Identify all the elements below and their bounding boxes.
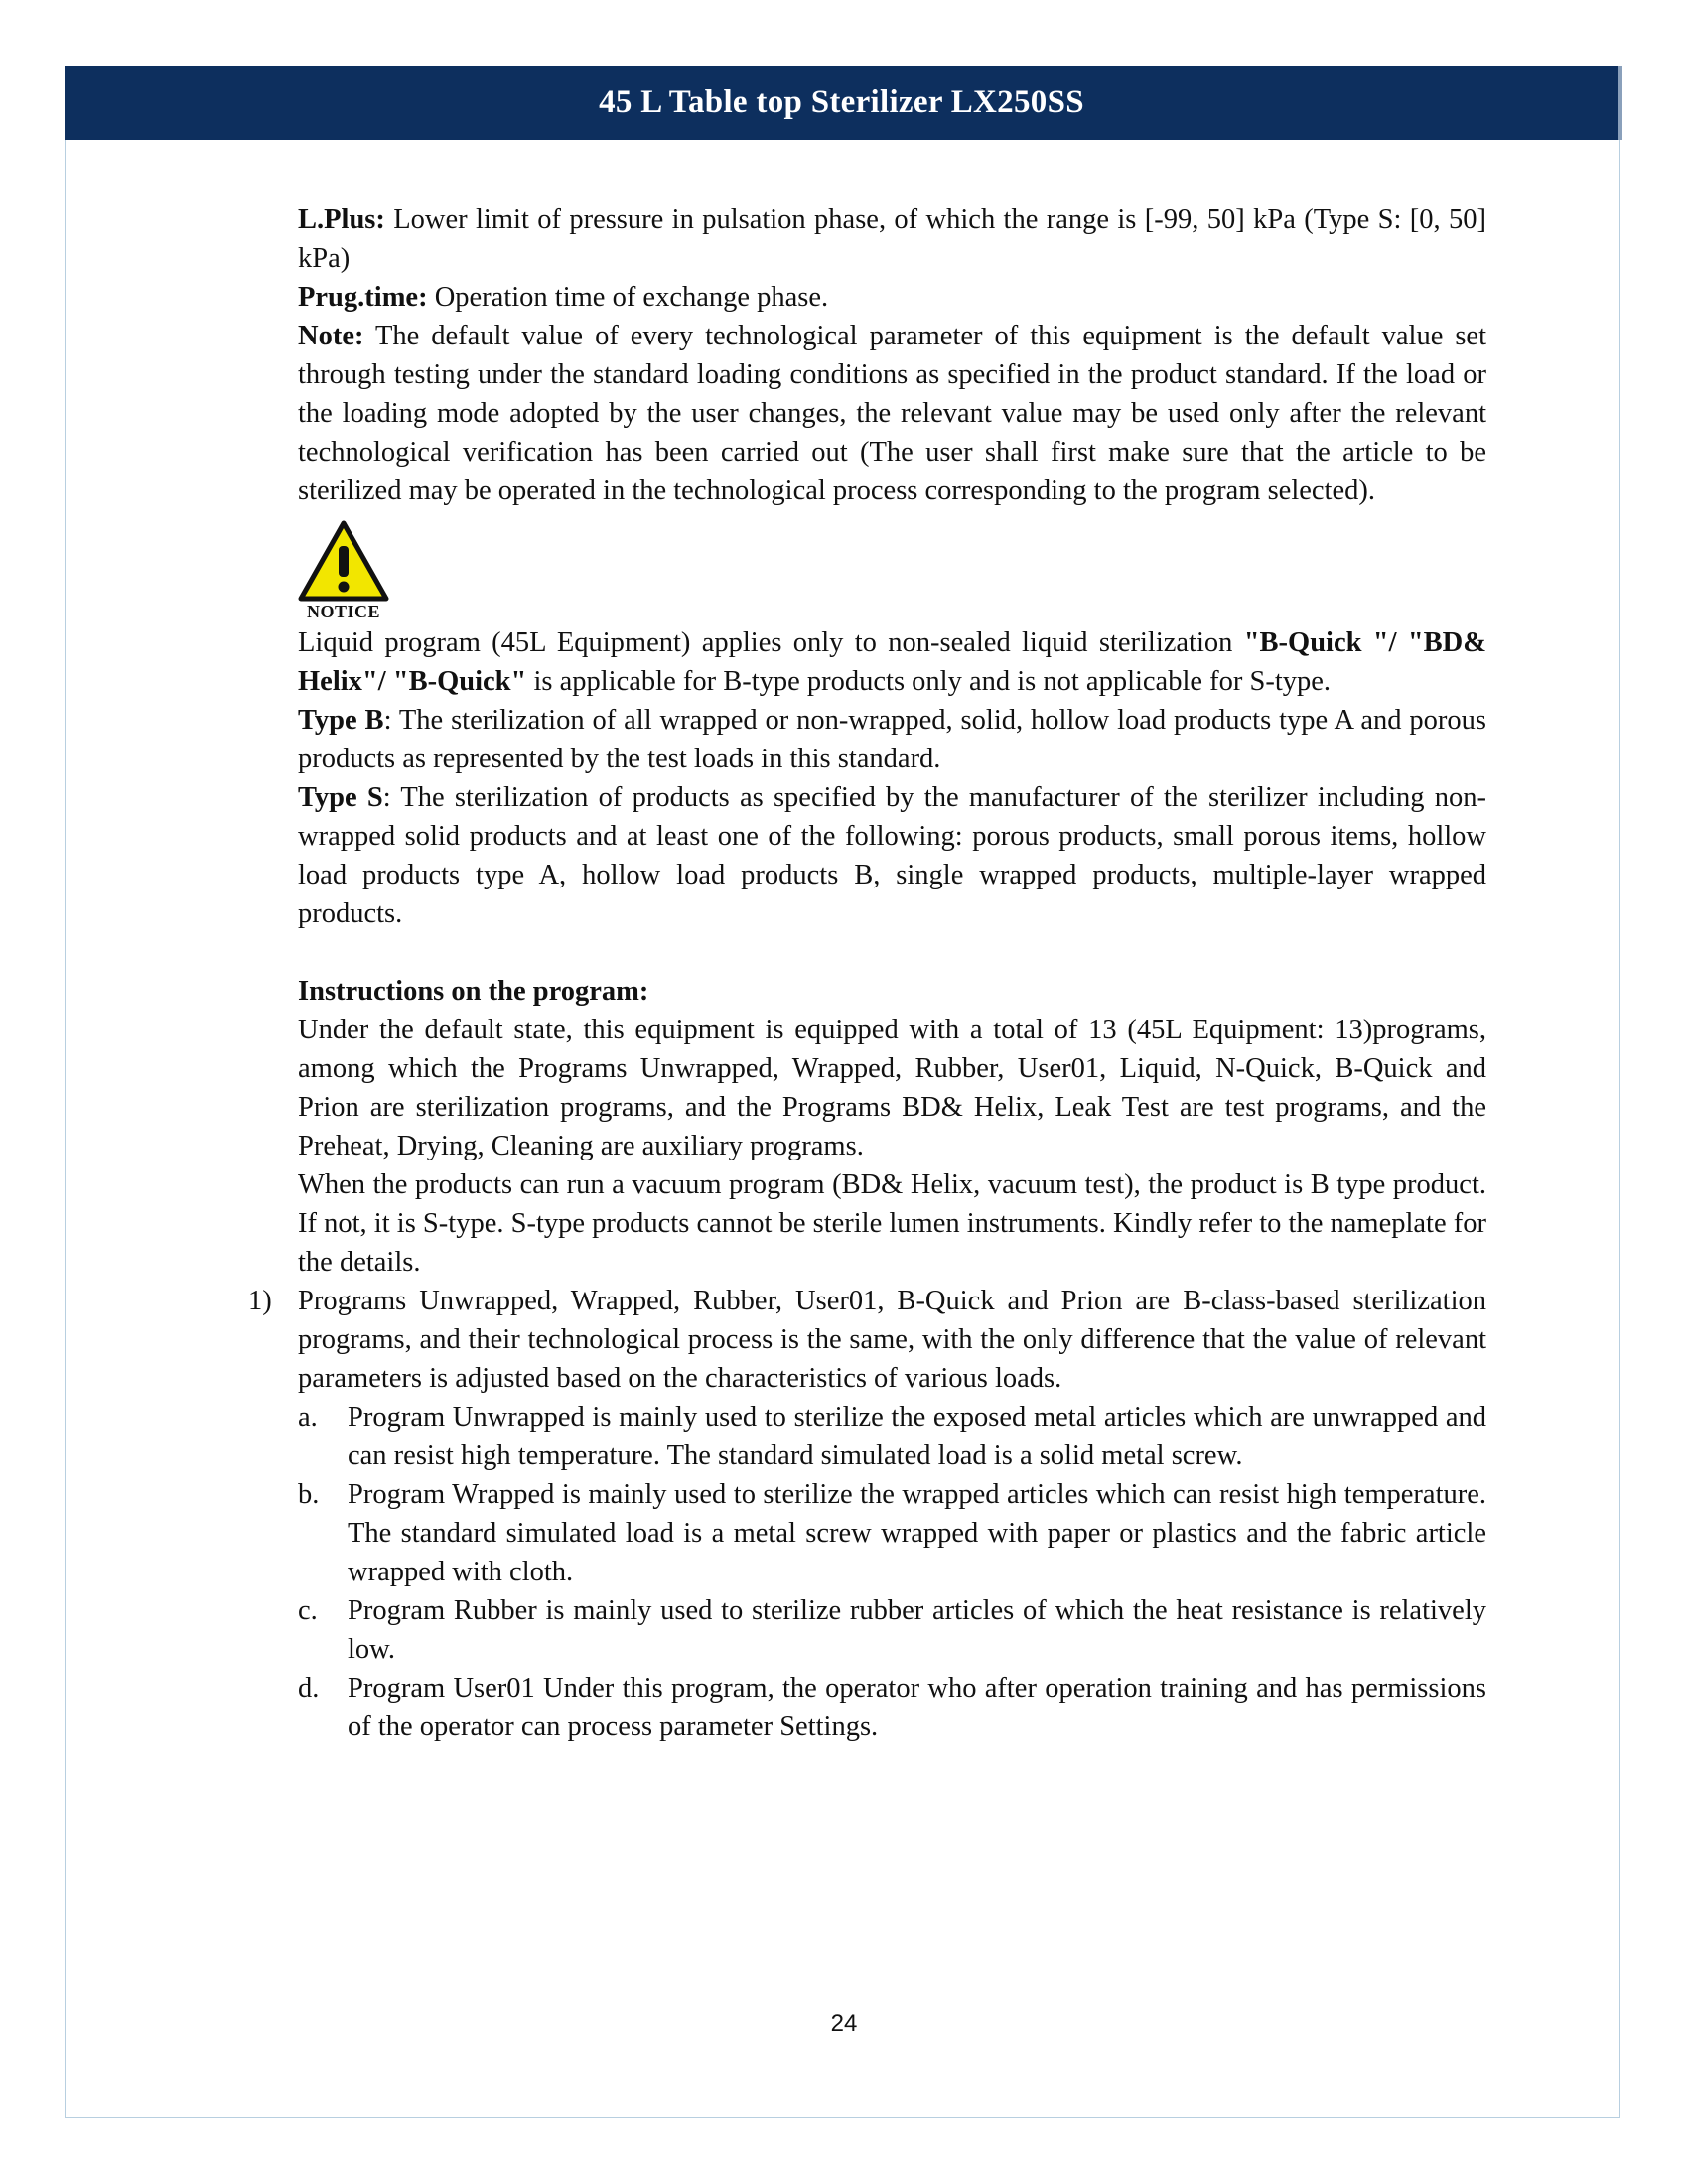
instructions-paragraph-1: Under the default state, this equipment is equipped with a total of 13 (45L Equipment: 13)programs, among which the Programs Unwrapped, Wrapped, Rubber, User01, Liquid, N-Quick, B-Quick and Prion are sterilization programs, and the Programs BD& Helix, Leak Test are test programs, and the Preheat, Drying, Cleaning are auxiliary programs.: [298, 1015, 1486, 1161]
sub-list-marker: b.: [298, 1479, 320, 1510]
prug-text: Operation time of exchange phase.: [427, 282, 829, 313]
notice-label: NOTICE: [306, 602, 380, 621]
sub-list-item: [298, 1475, 1486, 1591]
note-paragraph: [298, 317, 1486, 510]
prug-paragraph: [298, 278, 1486, 317]
notice-text-2: is applicable for B-type products only and is not applicable for S-type.: [526, 666, 1332, 697]
lplus-label: L.Plus:: [298, 205, 385, 235]
type-s-paragraph: [298, 778, 1486, 933]
sub-list-marker: a.: [298, 1402, 318, 1433]
sub-list-marker: c.: [298, 1595, 318, 1626]
sub-list-marker: d.: [298, 1673, 320, 1704]
page-number: 24: [830, 2010, 858, 2037]
notice-paragraph: [298, 623, 1486, 701]
notice-bold-programs: "B-Quick "/ "BD& Helix"/ "B-Quick": [298, 627, 1486, 697]
type-s-text: : The sterilization of products as specified by the manufacturer of the sterilizer including non-wrapped solid products and at least one of the following: porous products, small porous items, hollow load products type A, hollow load products B, single wrapped products, multiple-layer wrapped products.: [298, 782, 1487, 929]
notice-block: [298, 520, 389, 621]
type-b-label: Type B: [298, 705, 384, 736]
list-item-text: Programs Unwrapped, Wrapped, Rubber, User01, B-Quick and Prion are B-class-based sterilization programs, and their technological process is the same, with the only difference that the value of relevant parameters is adjusted based on the characteristics of various loads.: [298, 1286, 1486, 1394]
prug-label: Prug.time:: [298, 282, 428, 313]
note-label: Note:: [298, 321, 364, 351]
type-b-paragraph: [298, 701, 1486, 778]
lplus-paragraph: [298, 201, 1486, 278]
sub-list-text: Program User01 Under this program, the operator who after operation training and has permissions of the operator can process parameter Settings.: [348, 1673, 1486, 1742]
sub-list-item: [298, 1398, 1486, 1475]
sub-list-text: Program Wrapped is mainly used to sterilize the wrapped articles which can resist high temperature. The standard simulated load is a metal screw wrapped with paper or plastics and the fabric article wrapped with cloth.: [348, 1479, 1486, 1587]
instructions-paragraph-2: When the products can run a vacuum program (BD& Helix, vacuum test), the product is B type product. If not, it is S-type. S-type products cannot be sterile lumen instruments. Kindly refer to the nameplate for the details.: [298, 1169, 1486, 1278]
sub-list-item: [298, 1591, 1486, 1669]
list-marker: 1): [248, 1286, 272, 1316]
main-content: [248, 201, 1487, 1746]
warning-triangle-icon: [298, 520, 389, 602]
list-item: [248, 1282, 1486, 1398]
page-header: [65, 66, 1622, 140]
instructions-heading: Instructions on the program:: [298, 976, 649, 1007]
document-title: 45 L Table top Sterilizer LX250SS: [599, 84, 1084, 120]
sub-list-text: Program Unwrapped is mainly used to sterilize the exposed metal articles which are unwrapped and can resist high temperature. The standard simulated load is a solid metal screw.: [348, 1402, 1486, 1471]
lplus-text: Lower limit of pressure in pulsation phase, of which the range is [-99, 50] kPa (Type S: [0, 50] kPa): [298, 205, 1486, 274]
note-text: The default value of every technological parameter of this equipment is the default value set through testing under the standard loading conditions as specified in the product standard. If the load or the loading mode adopted by the user changes, the relevant value may be used only after the relevant technological verification has been carried out (The user shall first make sure that the article to be sterilized may be operated in the technological process corresponding to the program selected).: [298, 321, 1486, 506]
sub-list-item: [298, 1669, 1486, 1746]
type-s-label: Type S: [298, 782, 383, 813]
type-b-text: : The sterilization of all wrapped or non-wrapped, solid, hollow load products type A and porous products as represented by the test loads in this standard.: [298, 705, 1486, 774]
notice-text-1: Liquid program (45L Equipment) applies only to non-sealed liquid sterilization: [298, 627, 1244, 658]
spacer: [298, 933, 1486, 972]
sub-list-text: Program Rubber is mainly used to sterilize rubber articles of which the heat resistance is relatively low.: [348, 1595, 1486, 1665]
